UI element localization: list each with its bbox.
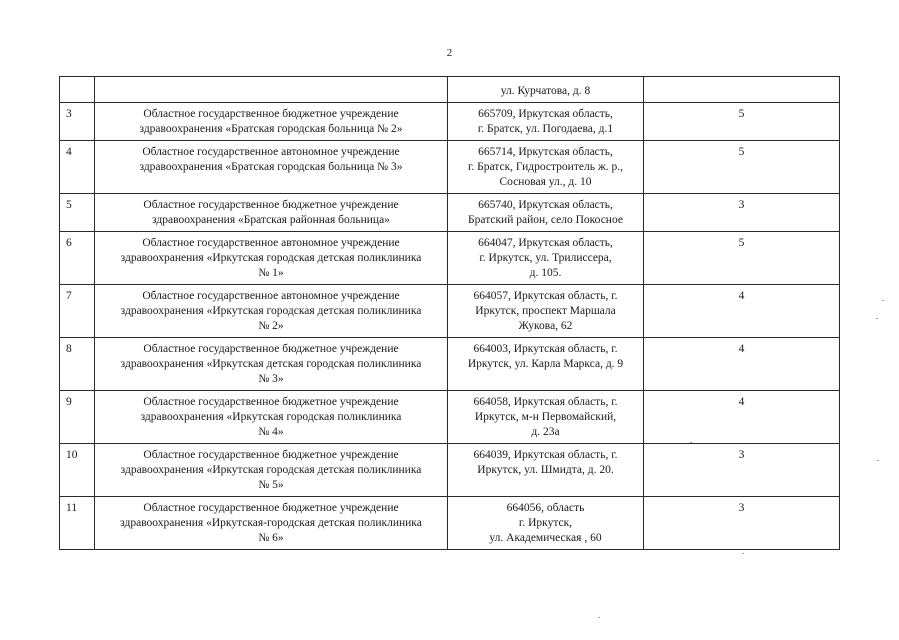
count-cell: 4 <box>644 285 840 338</box>
institution-name-cell: Областное государственное бюджетное учреждение здравоохранения «Иркутская городская поликлиника № 4» <box>95 391 448 444</box>
institution-name-cell: Областное государственное бюджетное учреждение здравоохранения «Иркутская детская городская поликлиника № 3» <box>95 338 448 391</box>
table-row <box>60 141 840 194</box>
address-cell: 665740, Иркутская область, Братский район, село Покосное <box>448 194 644 232</box>
count-cell: 4 <box>644 391 840 444</box>
address-cell: 664047, Иркутская область, г. Иркутск, ул. Трилиссера, д. 105. <box>448 232 644 285</box>
row-number-cell: 10 <box>60 444 95 497</box>
institution-name-cell: Областное государственное автономное учреждение здравоохранения «Иркутская городская детская поликлиника № 1» <box>95 232 448 285</box>
institution-name-cell: Областное государственное автономное учреждение здравоохранения «Иркутская городская детская поликлиника № 2» <box>95 285 448 338</box>
row-number-cell: 7 <box>60 285 95 338</box>
row-number-cell <box>60 77 95 103</box>
institution-name-cell: Областное государственное бюджетное учреждение здравоохранения «Братская городская больница № 2» <box>95 103 448 141</box>
count-cell: 4 <box>644 338 840 391</box>
row-number-cell: 6 <box>60 232 95 285</box>
institution-name-cell: Областное государственное бюджетное учреждение здравоохранения «Иркутская городская детская поликлиника № 5» <box>95 444 448 497</box>
table-row <box>60 444 840 497</box>
count-cell: 3 <box>644 194 840 232</box>
scan-speck <box>742 553 744 554</box>
institution-name-cell: Областное государственное бюджетное учреждение здравоохранения «Иркутская-городская детская поликлиника № 6» <box>95 497 448 550</box>
table-row-continued <box>60 77 840 103</box>
scan-speck <box>877 460 879 461</box>
table-row <box>60 194 840 232</box>
address-cell: ул. Курчатова, д. 8 <box>448 77 644 103</box>
scan-speck <box>876 318 878 319</box>
address-cell: 665714, Иркутская область, г. Братск, Гидростроитель ж. р., Сосновая ул., д. 10 <box>448 141 644 194</box>
address-cell: 665709, Иркутская область, г. Братск, ул. Погодаева, д.1 <box>448 103 644 141</box>
address-cell: 664039, Иркутская область, г. Иркутск, ул. Шмидта, д. 20. <box>448 444 644 497</box>
institution-name-cell <box>95 77 448 103</box>
row-number-cell: 8 <box>60 338 95 391</box>
table-row <box>60 285 840 338</box>
scan-speck <box>690 442 692 443</box>
address-cell: 664058, Иркутская область, г. Иркутск, м-н Первомайский, д. 23а <box>448 391 644 444</box>
row-number-cell: 11 <box>60 497 95 550</box>
address-cell: 664057, Иркутская область, г. Иркутск, проспект Маршала Жукова, 62 <box>448 285 644 338</box>
address-cell: 664056, область г. Иркутск, ул. Академическая , 60 <box>448 497 644 550</box>
address-cell: 664003, Иркутская область, г. Иркутск, ул. Карла Маркса, д. 9 <box>448 338 644 391</box>
table-row <box>60 338 840 391</box>
row-number-cell: 9 <box>60 391 95 444</box>
row-number-cell: 5 <box>60 194 95 232</box>
count-cell: 5 <box>644 232 840 285</box>
institution-name-cell: Областное государственное бюджетное учреждение здравоохранения «Братская районная больница» <box>95 194 448 232</box>
scan-speck <box>598 617 600 618</box>
row-number-cell: 3 <box>60 103 95 141</box>
table-row <box>60 497 840 550</box>
row-number-cell: 4 <box>60 141 95 194</box>
count-cell: 5 <box>644 103 840 141</box>
page-number: 2 <box>446 47 453 59</box>
table-row <box>60 391 840 444</box>
table-row <box>60 232 840 285</box>
table-row <box>60 103 840 141</box>
count-cell: 3 <box>644 444 840 497</box>
scan-speck <box>882 300 884 301</box>
table-body <box>60 77 840 550</box>
count-cell <box>644 77 840 103</box>
facilities-table <box>59 76 840 550</box>
count-cell: 5 <box>644 141 840 194</box>
institution-name-cell: Областное государственное автономное учреждение здравоохранения «Братская городская больница № 3» <box>95 141 448 194</box>
count-cell: 3 <box>644 497 840 550</box>
